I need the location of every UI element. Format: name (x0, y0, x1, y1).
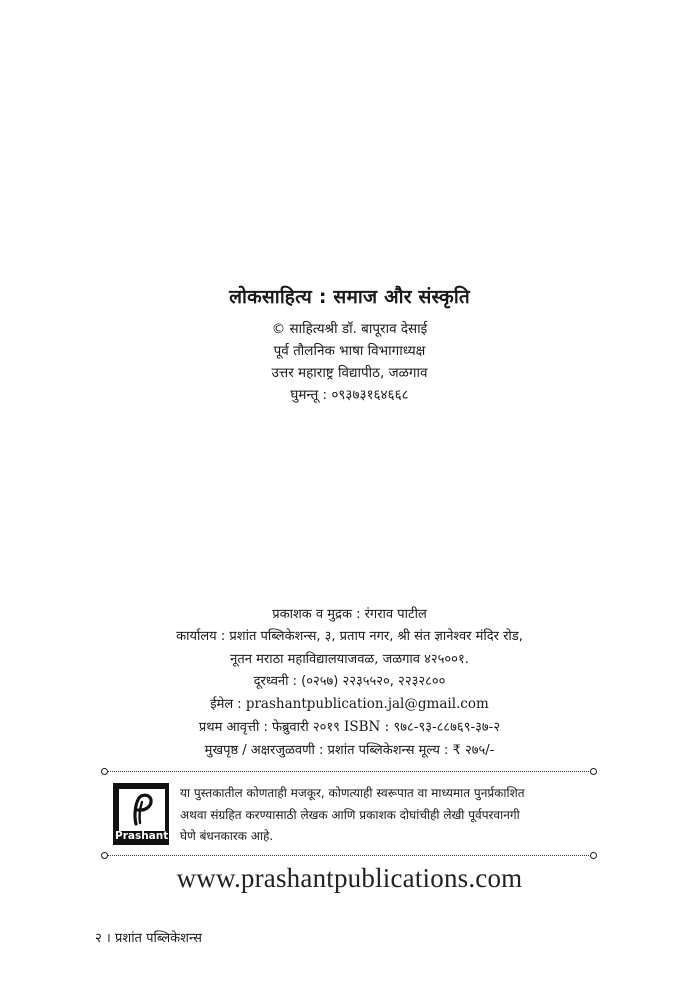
website-url: www.prashantpublications.com (176, 863, 523, 893)
notice-line-3: घेणे बंधनकारक आहे. (180, 829, 274, 843)
publisher-office: कार्यालय : प्रशांत पब्लिकेशन्स, ३, प्रताप नगर, श्री संत ज्ञानेश्वर मंदिर रोड, (176, 629, 523, 645)
divider-dot-left (101, 852, 108, 859)
divider-dot-right (590, 768, 597, 775)
author-block (0, 318, 699, 406)
publisher-email-line (0, 693, 699, 716)
book-title: लोकसाहित्य : समाज और संस्कृति (229, 286, 470, 308)
divider-dot-right (590, 852, 597, 859)
publisher-address: नूतन मराठा महाविद्यालयाजवळ, जळगाव ४२५००१. (230, 651, 469, 667)
top-divider (105, 771, 593, 772)
isbn-label: ISBN : (344, 719, 394, 736)
email-label: ईमेल : (210, 697, 246, 713)
edition-isbn-line (0, 716, 699, 739)
author-position: पूर्व तौलनिक भाषा विभागाध्यक्ष (273, 343, 426, 359)
logo-label: Prashant (115, 830, 169, 842)
publisher-block (0, 604, 699, 762)
publisher-printer: प्रकाशक व मुद्रक : रंगराव पाटील (272, 607, 427, 622)
divider-dot-left (101, 768, 108, 775)
logo-p-glyph-icon (120, 790, 164, 830)
notice-line-1: या पुस्तकातील कोणताही मजकूर, कोणत्याही स्वरूपात वा माध्यमात पुनर्प्रकाशित (180, 786, 525, 800)
author-university: उत्तर महाराष्ट्र विद्यापीठ, जळगाव (271, 365, 428, 381)
notice-line-2: अथवा संग्रहित करण्यासाठी लेखक आणि प्रकाशक दोघांचीही लेखी पूर्वपरवानगी (180, 807, 520, 822)
page-footer: २ । प्रशांत पब्लिकेशन्स (95, 931, 202, 946)
email-address: prashantpublication.jal@gmail.com (245, 696, 489, 713)
prashant-logo (113, 783, 169, 845)
author-name: © साहित्यश्री डॉ. बापूराव देसाई (271, 321, 428, 337)
logo-mark (119, 789, 165, 831)
copyright-notice (180, 783, 600, 848)
author-mobile: घुमन्तू : ०९३७३१६४६६८ (290, 387, 409, 403)
bottom-divider (105, 855, 593, 856)
isbn-number: ९७८-९३-८८७६९-३७-२ (393, 720, 501, 736)
cover-price-line: मुखपृष्ठ / अक्षरजुळवणी : प्रशांत पब्लिकेशन्स मूल्य : ₹ २७५/- (204, 742, 495, 758)
edition-label: प्रथम आवृत्ती : फेब्रुवारी २०१९ (198, 720, 345, 736)
publisher-phone: दूरध्वनी : (०२५७) २२३५५२०, २२३२८०० (253, 673, 446, 689)
